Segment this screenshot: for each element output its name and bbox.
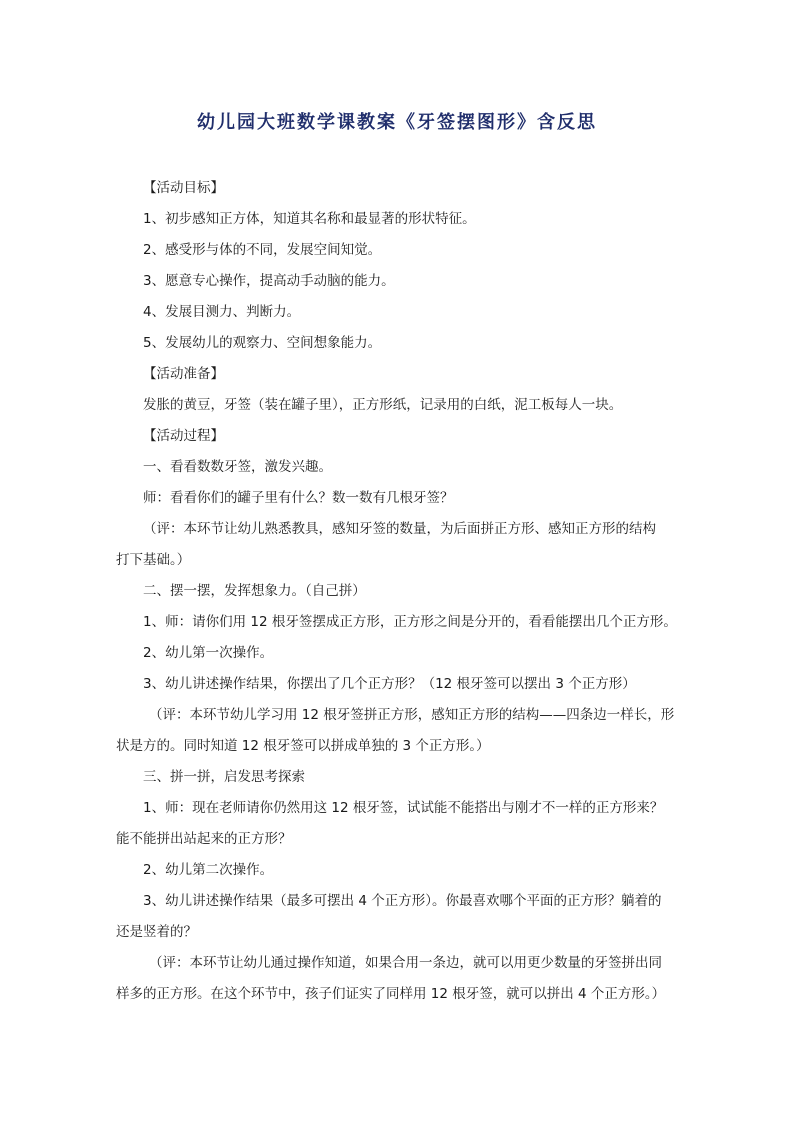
document-body [116, 173, 679, 1010]
goal-item: 2、感受形与体的不同，发展空间知觉。 [143, 242, 382, 258]
paragraph-continued: 能不能拼出站起来的正方形？ [116, 831, 292, 847]
heading-preparation: 【活动准备】 [143, 366, 224, 382]
comment-paragraph: （评：本环节让幼儿熟悉教具，感知牙签的数量，为后面拼正方形、感知正方形的结构 [143, 521, 656, 537]
paragraph: 发胀的黄豆，牙签（装在罐子里），正方形纸，记录用的白纸，泥工板每人一块。 [143, 397, 623, 413]
step-heading: 二、摆一摆，发挥想象力。（自己拼） [143, 583, 366, 599]
document-title: 幼儿园大班数学课教案《牙签摆图形》含反思 [197, 112, 597, 133]
comment-paragraph-continued: 状是方的。同时知道 12 根牙签可以拼成单独的 3 个正方形。） [116, 738, 490, 754]
comment-paragraph: （评：本环节让幼儿通过操作知道，如果合用一条边，就可以用更少数量的牙签拼出同 [149, 955, 662, 971]
paragraph: 3、幼儿讲述操作结果（最多可摆出 4 个正方形）。你最喜欢哪个平面的正方形？躺着的 [143, 893, 662, 909]
paragraph: 1、师：现在老师请你仍然用这 12 根牙签，试试能不能搭出与刚才不一样的正方形来？ [143, 800, 664, 816]
heading-goals: 【活动目标】 [143, 180, 224, 196]
paragraph: 1、师：请你们用 12 根牙签摆成正方形，正方形之间是分开的，看看能摆出几个正方形。 [143, 614, 677, 630]
paragraph: 师：看看你们的罐子里有什么？数一数有几根牙签？ [143, 490, 454, 506]
goal-item: 4、发展目测力、判断力。 [143, 304, 301, 320]
goal-item: 3、愿意专心操作，提高动手动脑的能力。 [143, 273, 395, 289]
goal-item: 5、发展幼儿的观察力、空间想象能力。 [143, 335, 382, 351]
paragraph: 2、幼儿第一次操作。 [143, 645, 274, 661]
paragraph: 3、幼儿讲述操作结果，你摆出了几个正方形？（12 根牙签可以摆出 3 个正方形） [143, 676, 636, 692]
goal-item: 1、初步感知正方体，知道其名称和最显著的形状特征。 [143, 211, 476, 227]
step-heading: 一、看看数数牙签，激发兴趣。 [143, 459, 332, 475]
paragraph-continued: 还是竖着的？ [116, 924, 197, 940]
paragraph: 2、幼儿第二次操作。 [143, 862, 274, 878]
comment-paragraph-continued: 打下基础。） [116, 552, 191, 568]
heading-process: 【活动过程】 [143, 428, 224, 444]
comment-paragraph: （评：本环节幼儿学习用 12 根牙签拼正方形，感知正方形的结构——四条边一样长，形 [149, 707, 675, 723]
comment-paragraph-continued: 样多的正方形。在这个环节中，孩子们证实了同样用 12 根牙签，就可以拼出 4 个正方形。） [116, 986, 666, 1002]
step-heading: 三、拼一拼，启发思考探索 [143, 769, 305, 785]
